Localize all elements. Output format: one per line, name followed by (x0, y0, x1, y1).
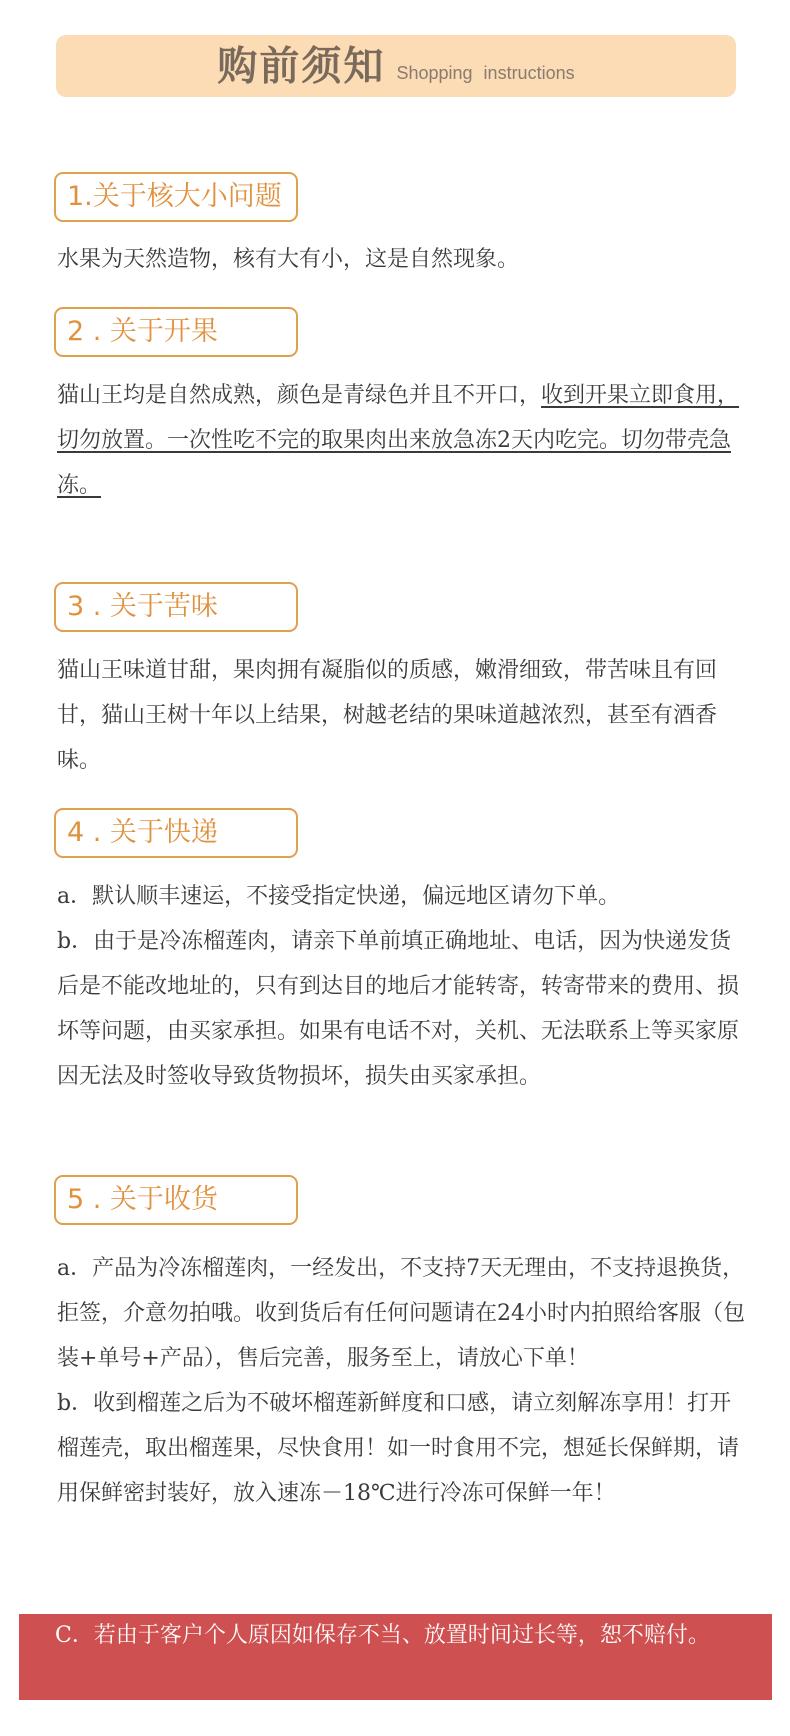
section-text-delivery (57, 874, 749, 1099)
paragraph: a．产品为冷冻榴莲肉，一经发出，不支持7天无理由，不支持退换货，拒签，介意勿拍哦。收到货后有任何问题请在24小时内拍照给客服（包装+单号+产品），售后完善，服务至上，请放心下单！ (57, 1256, 745, 1371)
paragraph: b．由于是冷冻榴莲肉，请亲下单前填正确地址、电话，因为快递发货后是不能改地址的，只有到达目的地后才能转寄，转寄带来的费用、损坏等问题，由买家承担。如果有电话不对，关机、无法联系上等买家原因无法及时签收导致货物损坏，损失由买家承担。 (57, 929, 740, 1089)
section-text-receiving (57, 1246, 749, 1516)
underlined-warning: 收到开果立即食用，切勿放置。一次性吃不完的取果肉出来放急冻2天内吃完。切勿带壳急冻。 (57, 383, 740, 498)
paragraph: a．默认顺丰速运，不接受指定快递，偏远地区请勿下单。 (57, 884, 621, 909)
section-heading-core-size: 1.关于核大小问题 (54, 172, 298, 222)
title-banner (56, 35, 736, 97)
page-title: 购前须知 (217, 43, 386, 90)
section-text-core-size (57, 237, 757, 282)
section-heading-delivery: 4 . 关于快递 (54, 808, 298, 858)
section-heading-receiving: 5 . 关于收货 (54, 1175, 298, 1225)
paragraph: 猫山王味道甘甜，果肉拥有凝脂似的质感，嫩滑细致，带苦味且有回甘，猫山王树十年以上结果，树越老结的果味道越浓烈，甚至有酒香味。 (57, 658, 718, 773)
plain-text: 猫山王均是自然成熟，颜色是青绿色并且不开口， (57, 383, 542, 408)
section-heading-opening: 2 . 关于开果 (54, 307, 298, 357)
section-text-opening (57, 373, 747, 508)
section-text-bitterness (57, 648, 757, 783)
section-heading-bitterness: 3 . 关于苦味 (54, 582, 298, 632)
notice-text: C．若由于客户个人原因如保存不当、放置时间过长等，恕不赔付。 (55, 1623, 710, 1648)
paragraph: 水果为天然造物，核有大有小，这是自然现象。 (57, 247, 520, 272)
paragraph (57, 373, 747, 508)
paragraph: b．收到榴莲之后为不破坏榴莲新鲜度和口感，请立刻解冻享用！打开榴莲壳，取出榴莲果，尽快食用！如一时食用不完，想延长保鲜期，请用保鲜密封装好，放入速冻－18℃进行冷冻可保鲜一年！ (57, 1391, 740, 1506)
page-subtitle: Shopping instructions (396, 62, 575, 83)
no-compensation-notice (19, 1614, 772, 1700)
